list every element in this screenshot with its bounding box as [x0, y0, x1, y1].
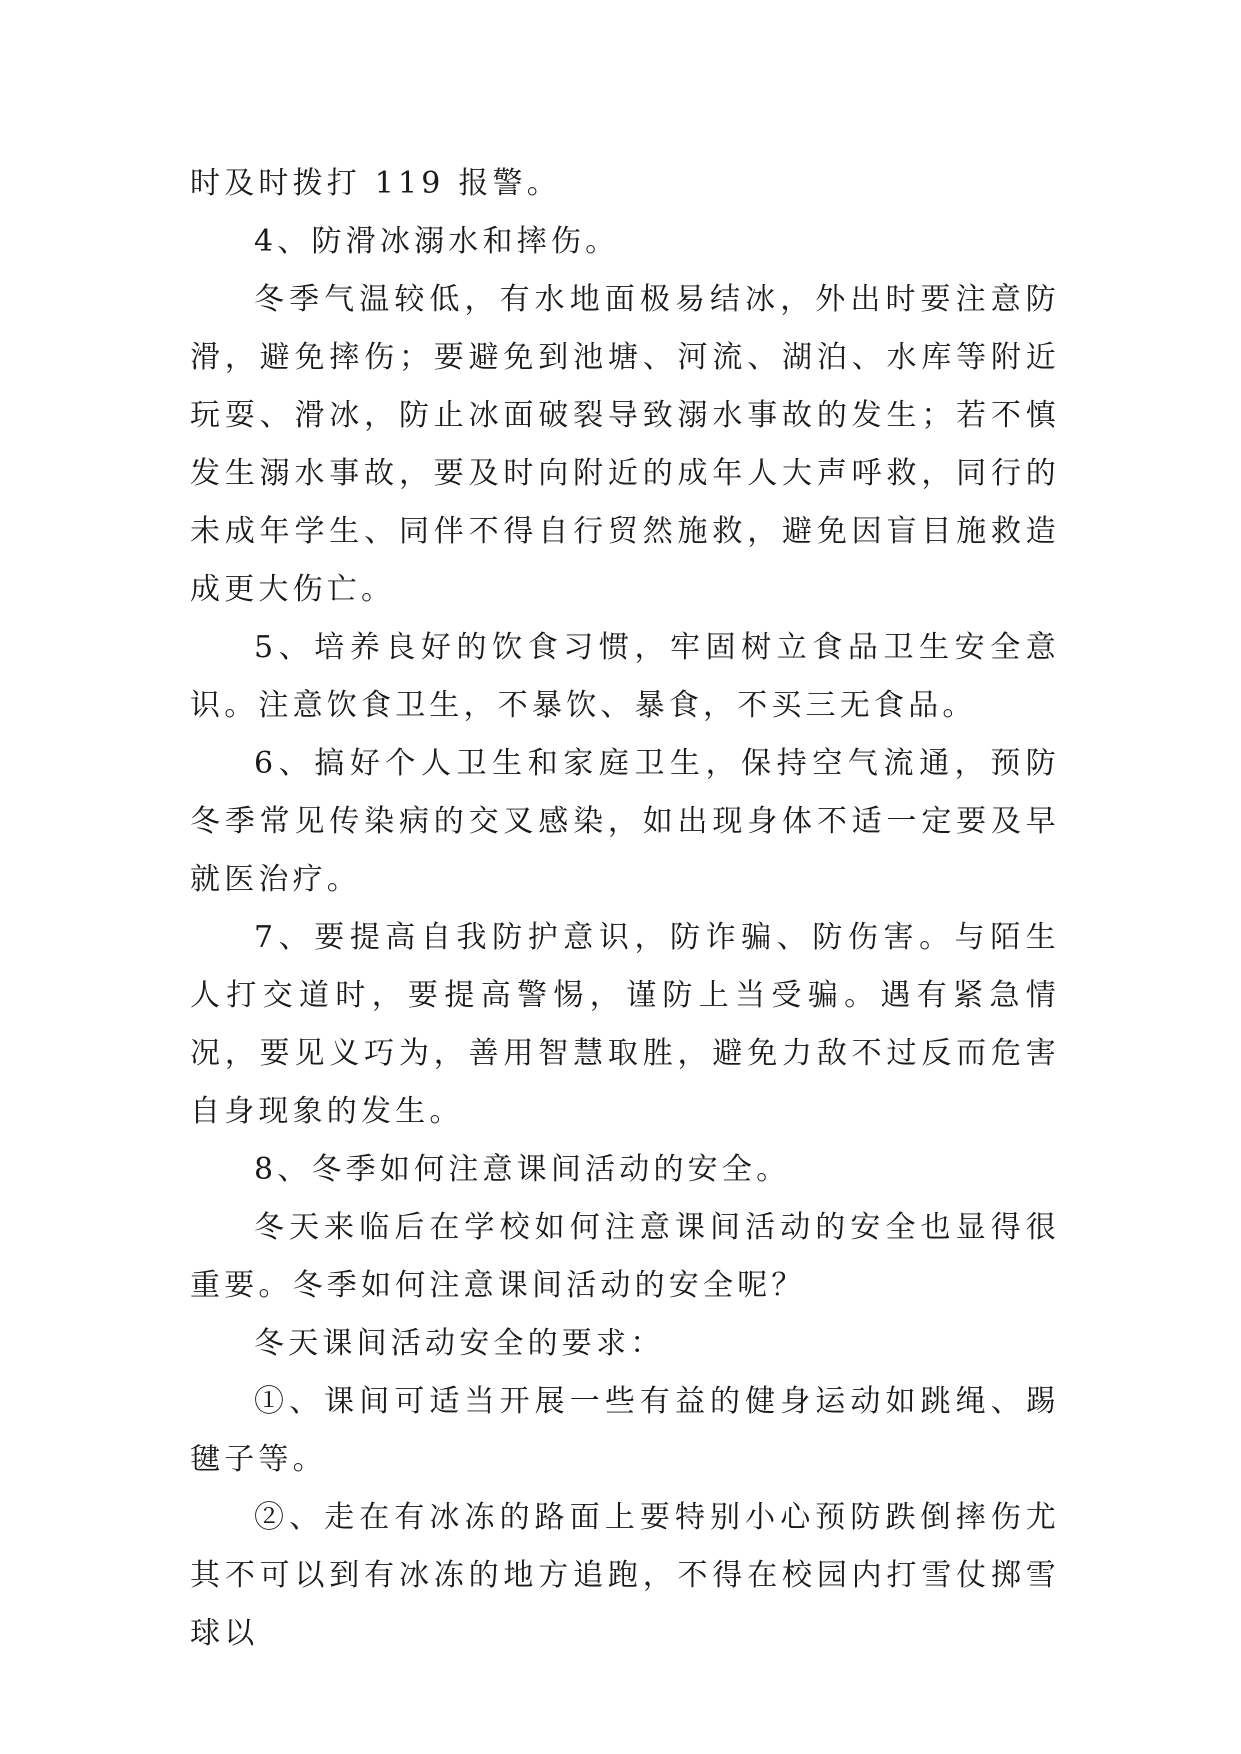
paragraph-recess-intro: 冬天来临后在学校如何注意课间活动的安全也显得很重要。冬季如何注意课间活动的安全呢？	[190, 1210, 1060, 1303]
paragraph-item-2: ②、走在有冰冻的路面上要特别小心预防跌倒摔伤尤其不可以到有冰冻的地方追跑，不得在校园内打雪仗掷雪球以	[190, 1500, 1060, 1651]
paragraph-heading-5-food-safety: 5、培养良好的饮食习惯，牢固树立食品卫生安全意识。注意饮食卫生，不暴饮、暴食，不买三无食品。	[190, 630, 1060, 723]
paragraph-heading-6-hygiene: 6、搞好个人卫生和家庭卫生，保持空气流通，预防冬季常见传染病的交叉感染，如出现身体不适一定要及早就医治疗。	[190, 746, 1060, 897]
paragraph-heading-4: 4、防滑冰溺水和摔伤。	[254, 224, 620, 259]
paragraph-recess-requirements: 冬天课间活动安全的要求：	[254, 1326, 665, 1361]
paragraph-ice-drowning: 冬季气温较低，有水地面极易结冰，外出时要注意防滑，避免摔伤；要避免到池塘、河流、湖泊、水库等附近玩耍、滑冰，防止冰面破裂导致溺水事故的发生；若不慎发生溺水事故，要及时向附近的成年人大声呼救，同行的未成年学生、同伴不得自行贸然施救，避免因盲目施救造成更大伤亡。	[190, 282, 1060, 607]
paragraph-heading-8: 8、冬季如何注意课间活动的安全。	[254, 1152, 791, 1187]
paragraph-heading-7-self-protection: 7、要提高自我防护意识，防诈骗、防伤害。与陌生人打交道时，要提高警惕，谨防上当受骗。遇有紧急情况，要见义巧为，善用智慧取胜，避免力敌不过反而危害自身现象的发生。	[190, 920, 1060, 1129]
document-body	[190, 155, 1060, 1663]
paragraph-item-1: ①、课间可适当开展一些有益的健身运动如跳绳、踢毽子等。	[190, 1384, 1060, 1477]
paragraph-fire-alarm-continuation: 时及时拨打 119 报警。	[190, 166, 561, 201]
